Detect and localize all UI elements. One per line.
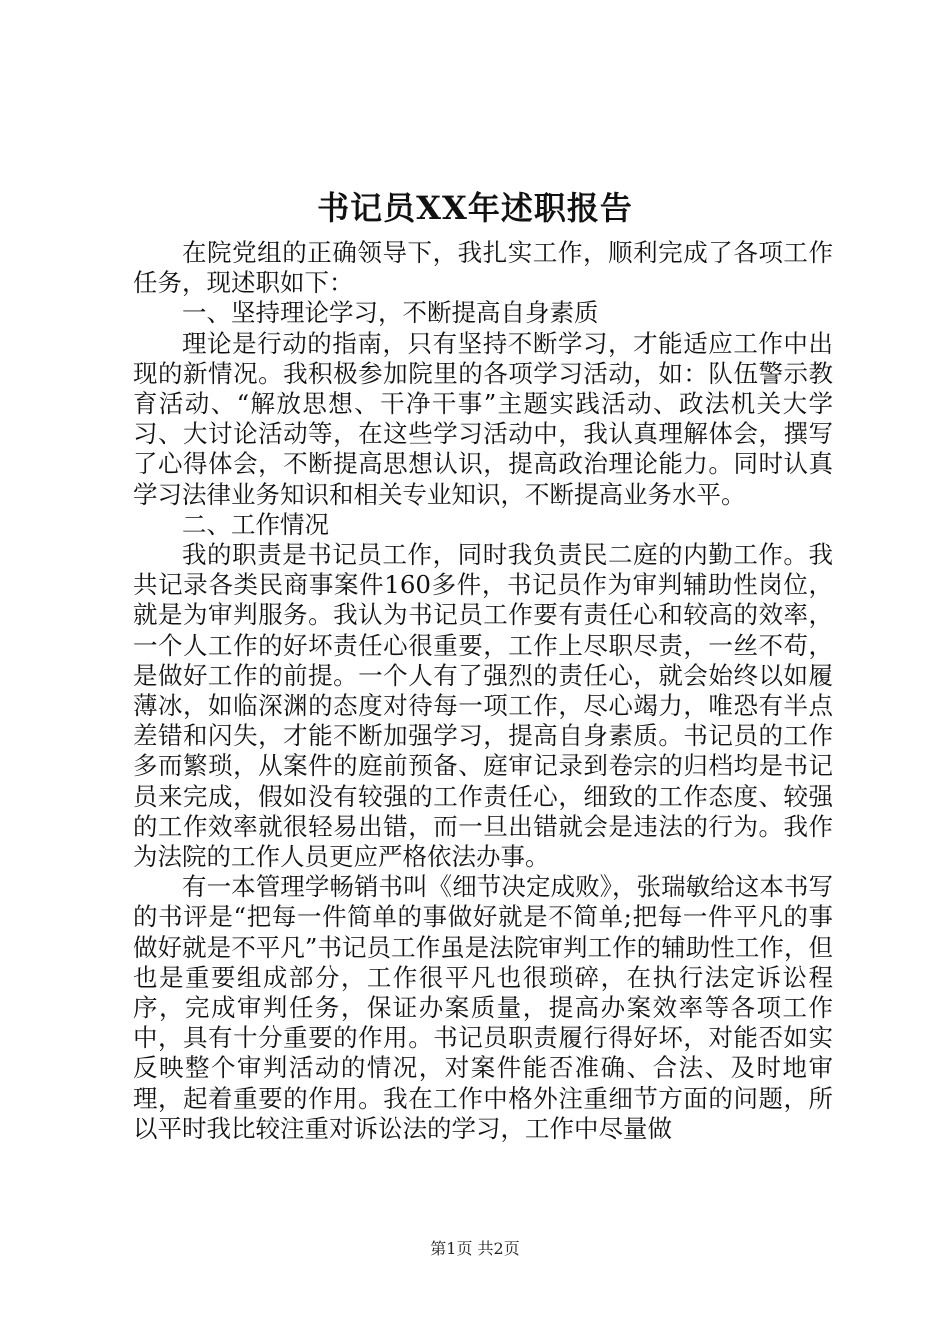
theory-paragraph: 理论是行动的指南，只有坚持不断学习，才能适应工作中出现的新情况。我积极参加院里的各项学习活动，如：队伍警示教育活动、“解放思想、干净干事”主题实践活动、政法机关大学习、大讨论活动等，在这些学习活动中，我认真理解体会，撰写了心得体会，不断提高思想认识，提高政治理论能力。同时认真学习法律业务知识和相关专业知识，不断提高业务水平。 — [133, 328, 833, 509]
page-footer: 第1页 共2页 — [430, 1239, 520, 1258]
details-paragraph: 有一本管理学畅销书叫《细节决定成败》，张瑞敏给这本书写的书评是“把每一件简单的事做好就是不简单;把每一件平凡的事做好就是不平凡”书记员工作虽是法院审判工作的辅助性工作，但也是重要组成部分，工作很平凡也很琐碎，在执行法定诉讼程序，完成审判任务，保证办案质量，提高办案效率等各项工作中，具有十分重要的作用。书记员职责履行得好坏，对能否如实反映整个审判活动的情况，对案件能否准确、合法、及时地审理，起着重要的作用。我在工作中格外注重细节方面的问题，所以平时我比较注重对诉讼法的学习，工作中尽量做 — [133, 872, 833, 1143]
work-paragraph: 我的职责是书记员工作，同时我负责民二庭的内勤工作。我共记录各类民商事案件160多件，书记员作为审判辅助性岗位，就是为审判服务。我认为书记员工作要有责任心和较高的效率，一个人工作的好坏责任心很重要，工作上尽职尽责，一丝不苟，是做好工作的前提。一个人有了强烈的责任心，就会始终以如履薄冰，如临深渊的态度对待每一项工作，尽心竭力，唯恐有半点差错和闪失，才能不断加强学习，提高自身素质。书记员的工作多而繁琐，从案件的庭前预备、庭审记录到卷宗的归档均是书记员来完成，假如没有较强的工作责任心，细致的工作态度、较强的工作效率就很轻易出错，而一旦出错就会是违法的行为。我作为法院的工作人员更应严格依法办事。 — [133, 540, 833, 872]
section-heading-work: 二、工作情况 — [182, 509, 329, 539]
intro-paragraph: 在院党组的正确领导下，我扎实工作，顺利完成了各项工作任务，现述职如下： — [133, 238, 833, 298]
document-title: 书记员XX年述职报告 — [317, 189, 633, 227]
section-heading-theory: 一、坚持理论学习，不断提高自身素质 — [182, 298, 599, 328]
document-body — [133, 238, 833, 1144]
